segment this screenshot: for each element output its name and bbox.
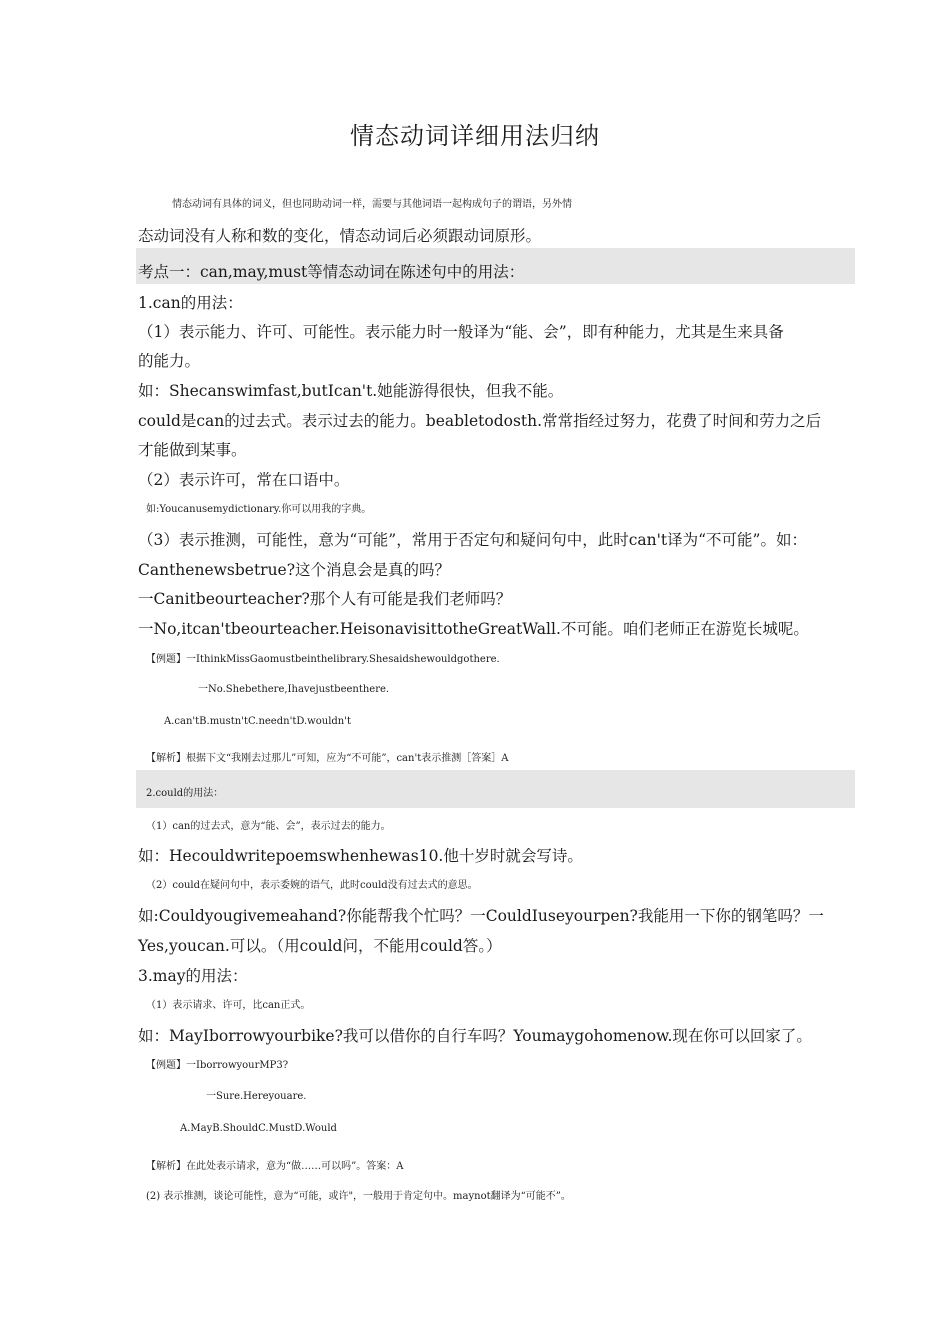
can-dialog-2: 一No,itcan'tbeourteacher.HeisonavisittotheGreatWall.不可能。咱们老师正在游览长城呢。: [138, 620, 809, 638]
may-point-2: (2) 表示推测，谈论可能性，意为“可能，或许"，一般用于肯定句中。maynot翻译为“可能不”。: [146, 1191, 571, 1202]
may-heading: 3.may的用法：: [138, 967, 248, 985]
can-quiz-line-1: 【例题】一IthinkMissGaomustbeinthelibrary.Shesaidshewouldgothere.: [146, 654, 500, 665]
can-point-1-line-1: （1）表示能力、许可、可能性。表示能力时一般译为“能、会”，即有种能力，尤其是生来具备: [138, 323, 784, 341]
could-point-2: （2）could在疑问句中，表示委婉的语气，此时could没有过去式的意思。: [146, 880, 478, 891]
could-example-2-line-2: Yes,youcan.可以。（用could问，不能用could答。）: [138, 937, 502, 955]
could-heading: [146, 784, 862, 804]
can-example-1: 如：Shecanswimfast,butIcan't.她能游得很快，但我不能。: [138, 382, 564, 400]
could-note-line-2: 才能做到某事。: [138, 441, 247, 459]
may-quiz-options: A.MayB.ShouldC.MustD.Would: [180, 1123, 337, 1134]
can-point-3-line-2: Canthenewsbetrue?这个消息会是真的吗？: [138, 561, 451, 579]
can-example-2: 如:Youcanusemydictionary.你可以用我的字典。: [146, 504, 372, 515]
section-1-heading-text: 考点一：can,may,must等情态动词在陈述句中的用法：: [138, 263, 525, 281]
can-dialog-1: 一Canitbeourteacher?那个人有可能是我们老师吗？: [138, 590, 512, 608]
may-quiz-answer: 【解析】在此处表示请求，意为“做……可以吗”。答案：A: [146, 1161, 404, 1172]
could-example-1: 如：Hecouldwritepoemswhenhewas10.他十岁时就会写诗。: [138, 847, 583, 865]
could-point-1: （1）can的过去式，意为“能、会”，表示过去的能力。: [146, 821, 391, 832]
may-point-1: （1）表示请求、许可，比can正式。: [146, 1000, 311, 1011]
can-point-1-line-2: 的能力。: [138, 352, 201, 370]
can-point-2: （2）表示许可，常在口语中。: [138, 471, 350, 489]
may-example-1: 如：MayIborrowyourbike?我可以借你的自行车吗？Youmaygohomenow.现在你可以回家了。: [138, 1027, 812, 1045]
intro-line-1: 情态动词有具体的词义，但也同助动词一样，需要与其他词语一起构成句子的谓语，另外情: [172, 199, 572, 210]
can-point-3-line-1: （3）表示推测，可能性，意为“可能”，常用于否定句和疑问句中，此时can't译为“不可能”。如：: [138, 531, 807, 549]
page-title: 情态动词详细用法归纳: [350, 122, 600, 150]
could-note-line-1: could是can的过去式。表示过去的能力。beabletodosth.常常指经过努力，花费了时间和劳力之后: [138, 412, 822, 430]
can-quiz-options: A.can'tB.mustn'tC.needn'tD.wouldn't: [164, 716, 352, 727]
could-heading-text: 2.could的用法：: [146, 788, 224, 799]
may-quiz-line-2: 一Sure.Hereyouare.: [206, 1091, 307, 1102]
intro-line-2: 态动词没有人称和数的变化，情态动词后必须跟动词原形。: [138, 227, 542, 245]
can-quiz-answer: 【解析】根据下文“我刚去过那儿”可知，应为“不可能”，can't表示推测［答案］A: [146, 753, 509, 764]
may-quiz-line-1: 【例题】一IborrowyourMP3?: [146, 1060, 289, 1071]
can-usage-title: 1.can的用法：: [138, 294, 243, 312]
can-quiz-line-2: 一No.Shebethere,Ihavejustbeenthere.: [198, 684, 390, 695]
section-1-heading: [138, 262, 854, 282]
could-example-2-line-1: 如:Couldyougivemeahand?你能帮我个忙吗？一CouldIuseyourpen?我能用一下你的钢笔吗？一: [138, 907, 824, 925]
